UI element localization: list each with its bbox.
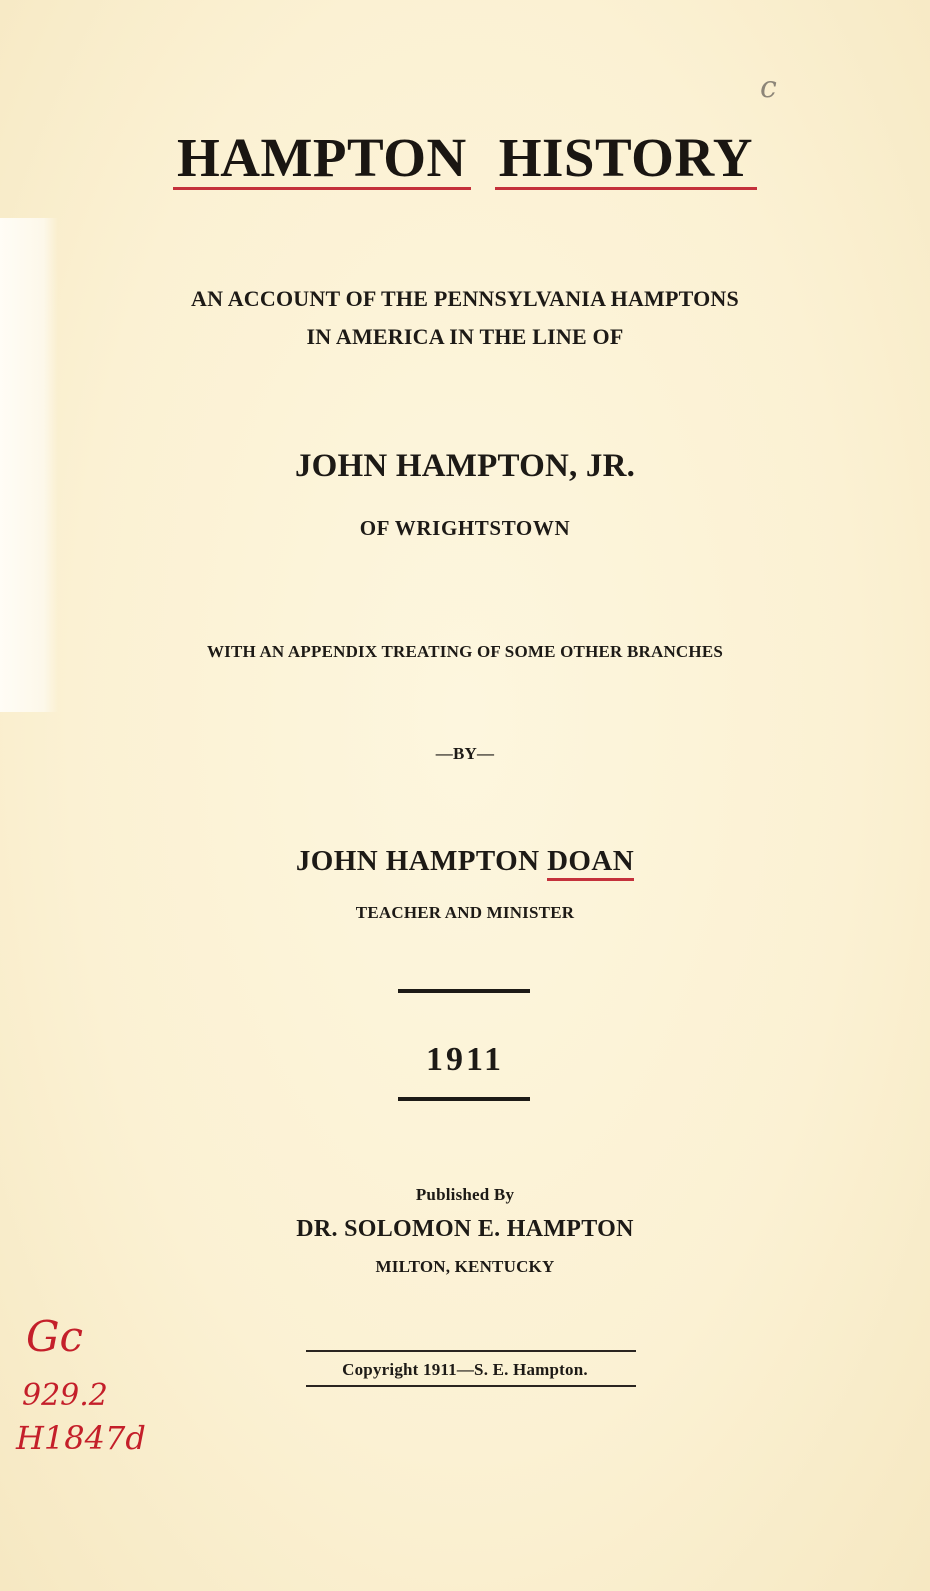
call-number-line-2: 929.2 — [22, 1378, 108, 1413]
book-title — [0, 126, 930, 190]
rule-below-year — [398, 1097, 530, 1101]
appendix-note: WITH AN APPENDIX TREATING OF SOME OTHER BRANCHES — [206, 642, 724, 661]
publication-year: 1911 — [425, 1041, 505, 1078]
title-word-history: HISTORY — [495, 129, 757, 190]
published-by-label: Published By — [415, 1185, 515, 1204]
publisher-place: MILTON, KENTUCKY — [375, 1257, 555, 1276]
call-number-line-3: H1847d — [16, 1419, 146, 1457]
publisher-name: DR. SOLOMON E. HAMPTON — [296, 1216, 634, 1242]
subtitle-line-1: AN ACCOUNT OF THE PENNSYLVANIA HAMPTONS — [191, 286, 739, 311]
author-name — [0, 843, 930, 879]
subject-name: JOHN HAMPTON, JR. — [294, 448, 636, 484]
author-surname: DOAN — [547, 845, 634, 881]
subtitle-line-2: IN AMERICA IN THE LINE OF — [306, 324, 624, 349]
copyright-rule-top — [306, 1350, 636, 1352]
author-given-names: JOHN HAMPTON — [295, 845, 540, 877]
copyright-rule-bottom — [306, 1385, 636, 1387]
corner-pencil-mark: c — [760, 70, 777, 105]
copyright-notice: Copyright 1911—S. E. Hampton. — [342, 1360, 588, 1379]
rule-above-year — [398, 989, 530, 993]
title-word-hampton: HAMPTON — [173, 129, 471, 190]
call-number-line-1: Gc — [26, 1312, 84, 1361]
author-role: TEACHER AND MINISTER — [355, 903, 575, 922]
by-line: —BY— — [435, 744, 495, 763]
subject-place: OF WRIGHTSTOWN — [359, 516, 571, 540]
